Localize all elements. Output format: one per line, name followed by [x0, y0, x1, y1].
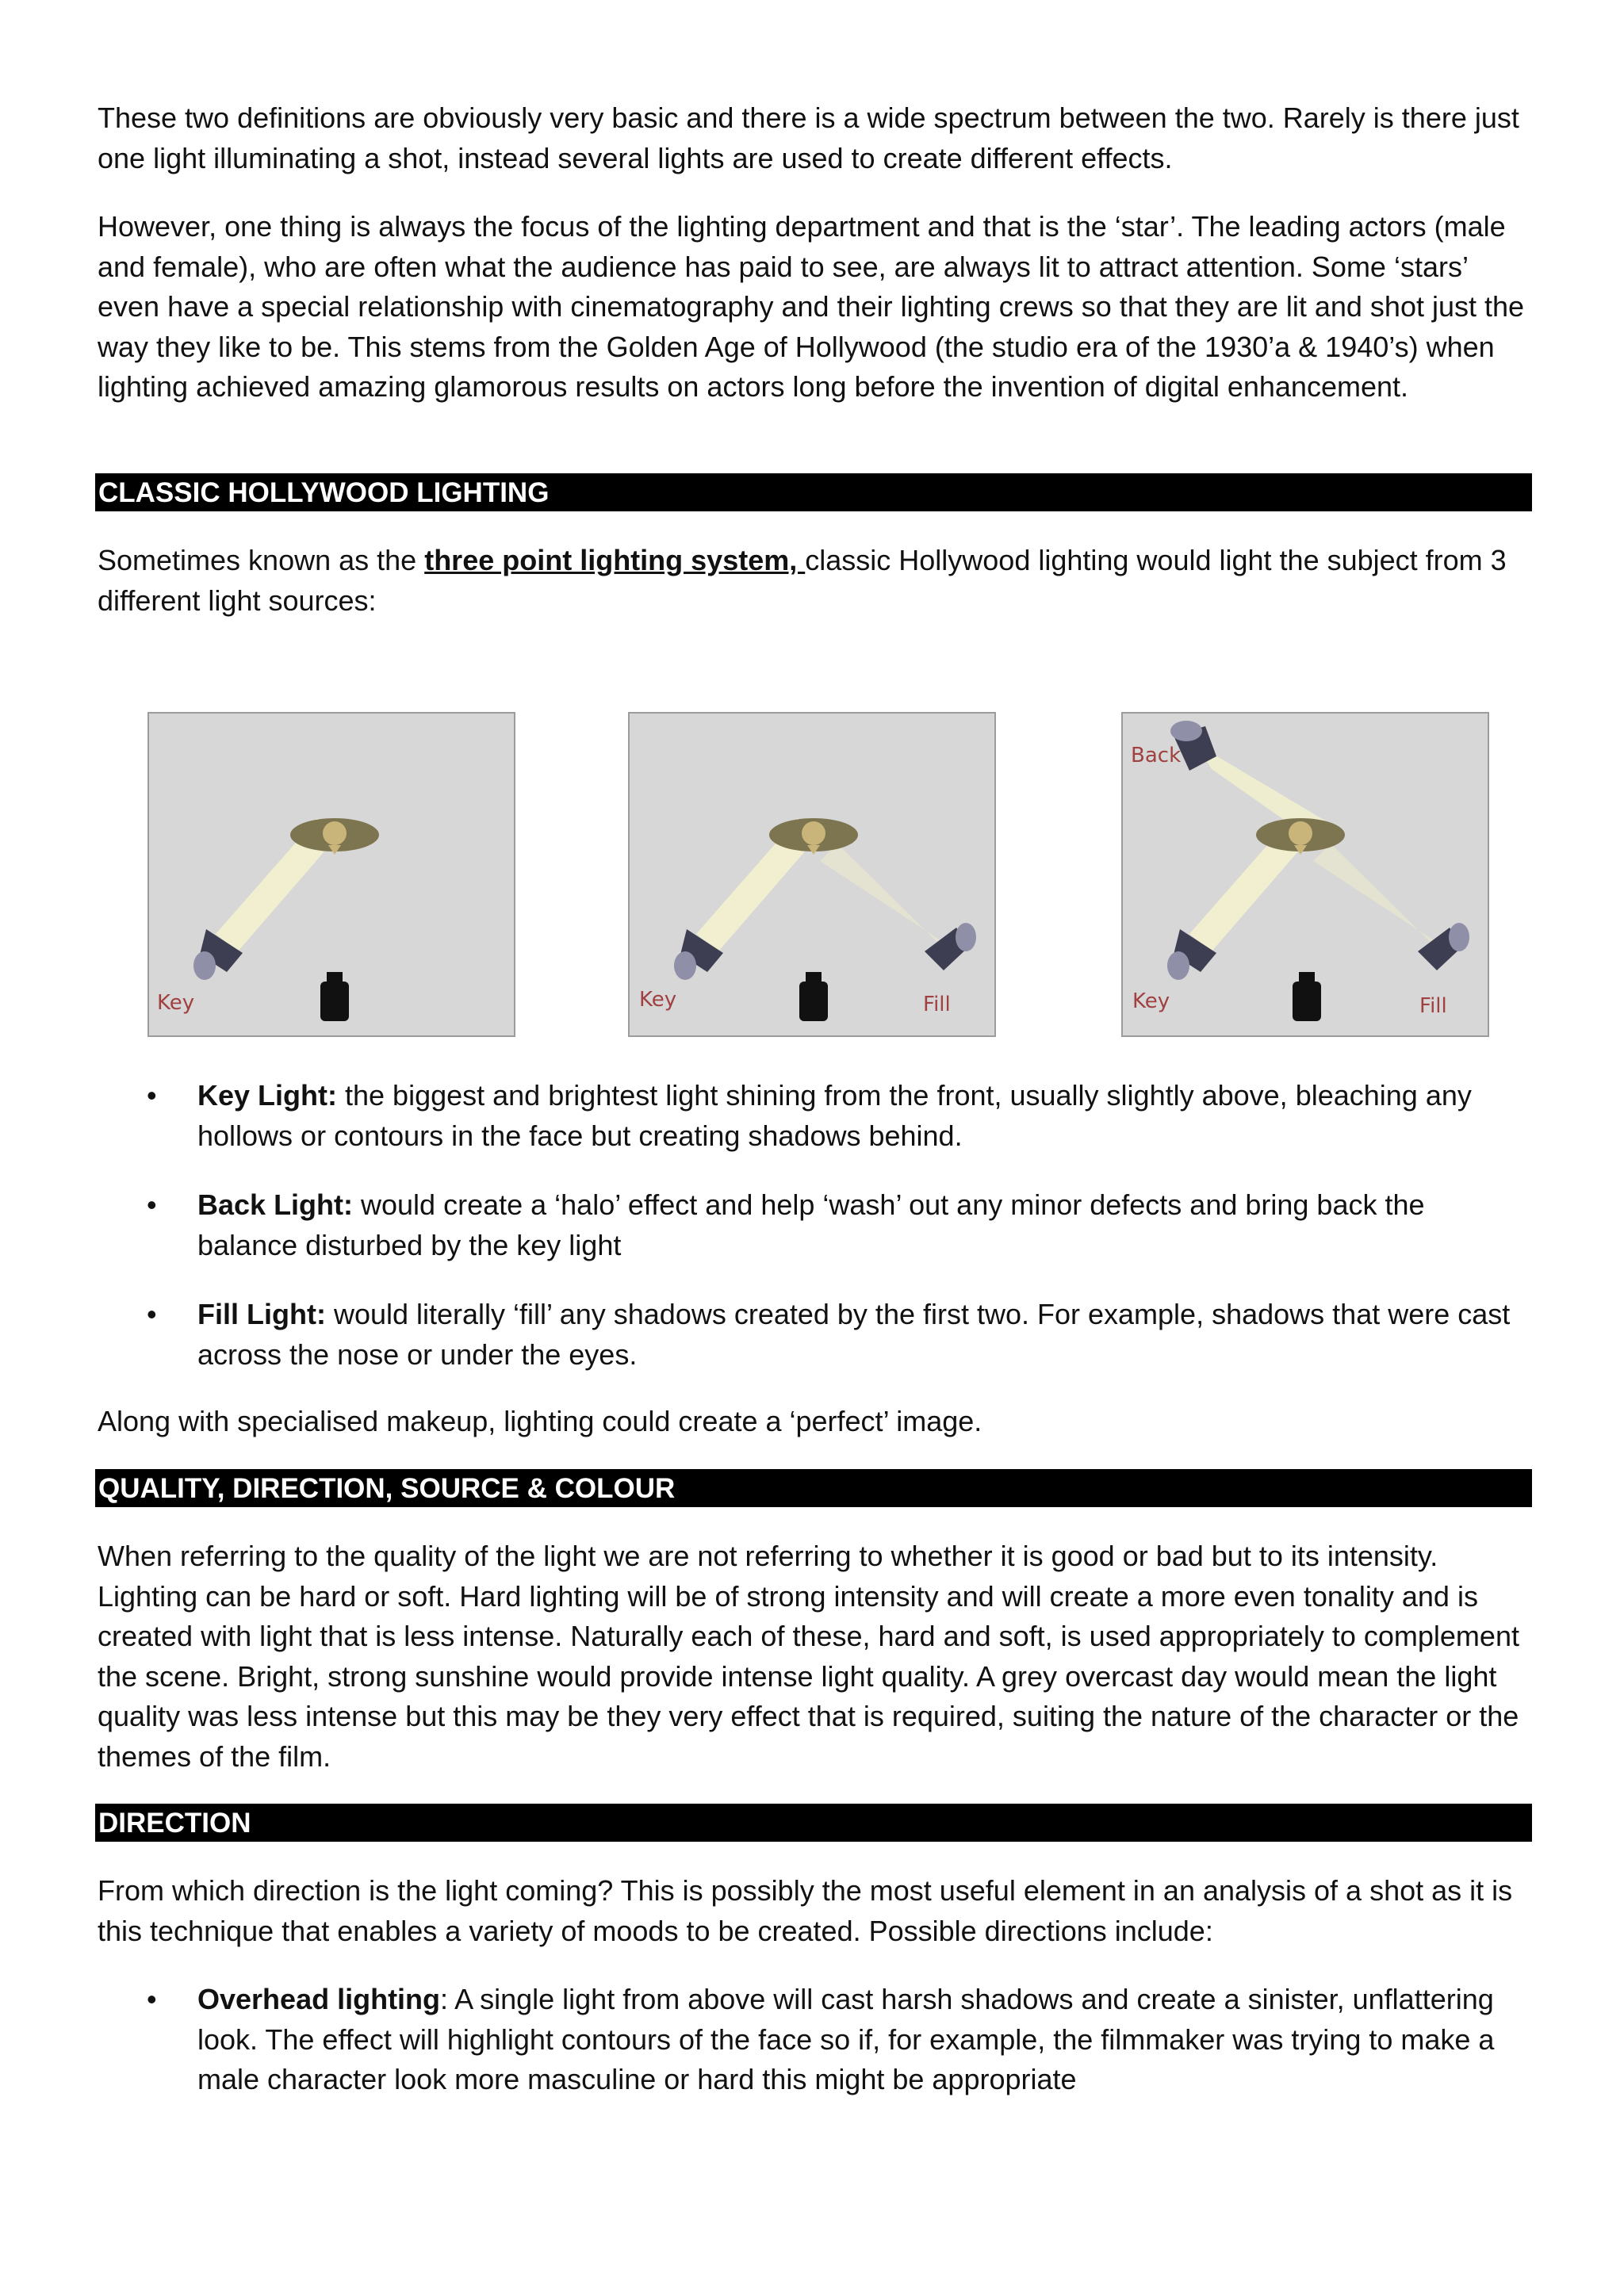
quality-section: [98, 1536, 1531, 1777]
list-item-back-light: [98, 1185, 1531, 1265]
label-key: Key: [1132, 989, 1170, 1013]
bullet-dot: •: [147, 1983, 157, 2015]
label-key: Key: [157, 991, 195, 1015]
classic-intro: [98, 541, 1531, 621]
direction-list: [98, 1980, 1531, 2100]
list-item-overhead-lighting: [98, 1980, 1531, 2100]
desc-key-light: the biggest and brightest light shining from the front, usually slightly above, bleaching any hollows or contours in the face but creating shadows behind.: [197, 1079, 1472, 1152]
quality-paragraph: When referring to the quality of the light we are not referring to whether it is good or bad but to its intensity. Lighting can be hard or soft. Hard lighting will be of strong intensity and will create a more even tonality and is created with light that is less intense. Naturally each of these, hard and soft, is used appropriately to complement the scene. Bright, strong sunshine would provide intense light quality. A grey overcast day would mean the light quality was less intense but this may be they very effect that is required, suiting the nature of the character or the themes of the film.: [98, 1540, 1519, 1773]
classic-closing: [98, 1402, 1531, 1442]
intro-paragraph-1: These two definitions are obviously very basic and there is a wide spectrum between the two. Rarely is there just one light illuminating a shot, instead several lights are used to create different effects.: [98, 101, 1519, 174]
lighting-types-list: [98, 1076, 1531, 1375]
list-item-key-light: [98, 1076, 1531, 1156]
fill-beam: [820, 844, 950, 955]
section-heading-direction: DIRECTION: [95, 1804, 1532, 1842]
term-key-light: Key Light:: [197, 1079, 337, 1112]
diagram-key-fill-light: [628, 712, 996, 1037]
classic-intro-text-after: classic Hollywood lighting would light the subject from 3 different light sources:: [98, 544, 1507, 617]
bullet-dot: •: [147, 1079, 157, 1112]
diagram-key-light: [147, 712, 515, 1037]
term-fill-light: Fill Light:: [197, 1298, 326, 1330]
camera-icon: [799, 972, 828, 1021]
subject-face: [802, 821, 825, 845]
classic-closing-paragraph: Along with specialised makeup, lighting could create a ‘perfect’ image.: [98, 1405, 982, 1437]
fill-beam: [1313, 844, 1443, 955]
section-heading-classic: CLASSIC HOLLYWOOD LIGHTING: [95, 473, 1532, 511]
label-fill: Fill: [923, 993, 951, 1016]
bullet-dot: •: [147, 1188, 157, 1221]
subject-face: [323, 821, 347, 845]
label-fill: Fill: [1419, 994, 1447, 1018]
label-back: Back: [1131, 744, 1182, 767]
diagram-key-fill-graphic: [630, 714, 994, 1035]
diagram-three-point-light: [1121, 712, 1489, 1037]
intro-paragraph-2: However, one thing is always the focus of the lighting department and that is the ‘star’. The leading actors (male and female), who are often what the audience has paid to see, are always lit to attract attention. Some ‘stars’ even have a special relationship with cinematography and their lighting crews so that they are lit and shot just the way they like to be. This stems from the Golden Age of Hollywood (the studio era of the 1930’a & 1940’s) when lighting achieved amazing glamorous results on actors long before the invention of digital enhancement.: [98, 210, 1525, 403]
section-heading-quality: QUALITY, DIRECTION, SOURCE & COLOUR: [95, 1469, 1532, 1507]
bullet-dot: •: [147, 1298, 157, 1330]
desc-back-light: would create a ‘halo’ effect and help ‘wash’ out any minor defects and bring back the balance disturbed by the key light: [197, 1188, 1425, 1261]
fill-lamp-icon: [1418, 923, 1469, 970]
camera-icon: [1293, 972, 1321, 1021]
classic-intro-text-before: Sometimes known as the: [98, 544, 425, 576]
direction-paragraph: From which direction is the light coming? This is possibly the most useful element in an analysis of a shot as it is this technique that enables a variety of moods to be created. Possible directions include:: [98, 1874, 1513, 1947]
camera-icon: [320, 972, 349, 1021]
subject-face: [1289, 821, 1312, 845]
list-item-fill-light: [98, 1295, 1531, 1375]
direction-section: [98, 1871, 1531, 1951]
intro-section: [98, 98, 1531, 408]
three-point-lighting-link-text: three point lighting system,: [424, 544, 806, 576]
desc-overhead-lighting: : A single light from above will cast harsh shadows and create a sinister, unflattering look. The effect will highlight contours of the face so if, for example, the filmmaker was trying to make a male character look more masculine or hard this might be appropriate: [197, 1983, 1495, 2095]
diagram-key-light-graphic: [149, 714, 514, 1035]
fill-lamp-icon: [925, 923, 976, 970]
term-back-light: Back Light:: [197, 1188, 354, 1221]
label-key: Key: [639, 988, 677, 1012]
desc-fill-light: would literally ‘fill’ any shadows created by the first two. For example, shadows that were cast across the nose or under the eyes.: [197, 1298, 1511, 1371]
classic-intro-paragraph: [98, 541, 1531, 621]
term-overhead-lighting: Overhead lighting: [197, 1983, 441, 2015]
